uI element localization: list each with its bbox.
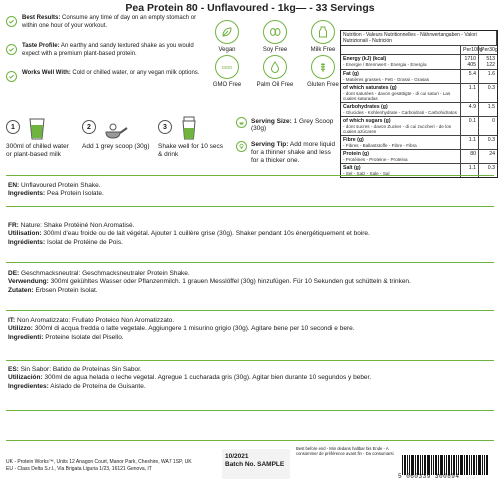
nutrition-col-headers: Per100g Per30g <box>341 46 497 55</box>
barcode <box>402 453 494 475</box>
scoop-small-icon <box>236 117 247 128</box>
step-3: 3 <box>158 120 172 134</box>
check-icon <box>6 71 17 82</box>
milk-icon <box>311 20 335 44</box>
barcode-bar <box>427 455 430 475</box>
svg-text:GMO: GMO <box>221 65 233 70</box>
barcode-bar <box>422 455 423 475</box>
barcode-bar <box>431 455 432 475</box>
barcode-bar <box>417 455 419 475</box>
divider <box>6 175 494 176</box>
nutrition-row: of which sugars (g) - dont sucres - davon Zucker - di cui zuccheri - de los cuales azúcares 0.1 0 <box>343 118 495 134</box>
barcode-bar <box>415 455 416 475</box>
serving-size: Serving Size: 1 Grey Scoop (30g) <box>251 118 334 132</box>
nutrition-row: of which saturates (g) - dont saturées - davon gesättigte - di cui saturi - Las cuales saturadas 1.1 0.3 <box>343 85 495 101</box>
barcode-bar <box>484 455 485 475</box>
divider <box>6 206 494 207</box>
barcode-bar <box>456 455 457 475</box>
barcode-bar <box>433 455 434 475</box>
nutrition-row: Protein (g) - Protéines - Proteine - Proteina 80 24 <box>343 151 495 162</box>
nutrition-row: Salt (g) - Sel - Salz - Sale - Sal 1.1 0.3 <box>343 165 495 176</box>
date-batch-box: 10/2021 Batch No. SAMPLE <box>222 449 290 479</box>
barcode-bar <box>440 455 443 475</box>
barcode-bar <box>407 455 408 475</box>
footer-address: UK - Protein Works™, Units 12 Anagon Court, Manor Park, Cheshire, WA7 1SP, UK EU - Class Delta S.r.l., Via Brigata Liguria 1/23, 16121 Genova, IT <box>6 459 192 472</box>
check-icon <box>6 44 17 55</box>
barcode-bar <box>458 455 459 475</box>
barcode-bar <box>469 455 470 475</box>
barcode-bar <box>420 455 421 475</box>
barcode-bar <box>453 455 455 475</box>
divider <box>6 310 494 311</box>
nutrition-row: Fat (g) - Matières grasses - Fett - Grassi - Grasas 5.4 1.6 <box>343 71 495 82</box>
serving-tip: Serving Tip: Add more liquid for a thinner shake and less for a thicker one. <box>251 141 336 164</box>
soy-icon <box>263 20 287 44</box>
feature-gluten-free: Gluten Free <box>296 55 350 88</box>
barcode-bar <box>444 455 445 475</box>
info-best-results: Best Results: Consume any time of day on an empty stomach or within one hour of your workout. <box>22 15 197 29</box>
step-1: 1 <box>6 120 20 134</box>
barcode-bar <box>464 455 465 475</box>
barcode-bar <box>473 455 475 475</box>
barcode-bar <box>466 455 468 475</box>
barcode-bar <box>409 455 410 475</box>
step-1-text: 300ml of chilled water or plant-based milk <box>6 143 69 158</box>
barcode-bar <box>482 455 483 475</box>
glass-icon <box>28 118 46 145</box>
barcode-bar <box>402 455 403 475</box>
feature-milk-free: Milk Free <box>296 20 350 53</box>
feature-gmo-free: GMO GMO Free <box>200 55 254 88</box>
lang-es: ES: Sin Sabor: Batido de Proteínas Sin Sabor. Utilización: 300ml de agua helada o leche vegetal. Agregue 1 cucharada gris (30g). Agitar bien durante 10 segundos y beber. Ingredientes: Aislado de Proteína de Guisante. <box>8 366 372 390</box>
feature-palm-oil-free: Palm Oil Free <box>248 55 302 88</box>
divider <box>6 262 494 263</box>
barcode-bar <box>460 455 463 475</box>
barcode-number: 5 060339 300894 <box>398 473 460 480</box>
barcode-bar <box>478 455 481 475</box>
barcode-bar <box>404 455 406 475</box>
step-2: 2 <box>82 120 96 134</box>
check-icon <box>6 16 17 27</box>
drop-icon <box>263 55 287 79</box>
info-taste-profile: Taste Profile: An earthy and sandy textured shake as you would expect with a premium plant-based protein. <box>22 43 194 57</box>
scoop-icon <box>104 118 128 145</box>
feature-vegan: Vegan <box>200 20 254 53</box>
info-works-well: Works Well With: Cold or chilled water, or any vegan milk options. <box>22 70 200 76</box>
lang-de: DE: Geschmacksneutral: Geschmacksneutraler Protein Shake. Verwendung: 300ml gekühltes Wasser oder Pflanzenmilch. 1 grauen Messlöffel (30g) hinzufügen. Für 10 Sekunden gut schütteln & trinken. Zutaten: Erbsen Protein Isolat. <box>8 270 411 294</box>
barcode-bar <box>471 455 472 475</box>
gmo-icon <box>215 55 239 79</box>
barcode-bar <box>476 455 477 475</box>
lightbulb-icon <box>236 141 247 152</box>
leaf-icon <box>215 20 239 44</box>
step-3-text: Shake well for 10 secs & drink <box>158 143 224 158</box>
wheat-icon <box>311 55 335 79</box>
nutrition-table <box>340 30 498 178</box>
step-2-text: Add 1 grey scoop (30g) <box>82 143 150 150</box>
shaker-icon <box>180 116 198 145</box>
divider <box>6 440 494 441</box>
divider <box>6 410 494 411</box>
lang-it: IT: Non Aromatizzato: Frullato Proteico Non Aromatizzato. Utilizzo: 300ml di acqua fredda o latte vegetale. Aggiungere 1 misurino grigio (30g). Agitare bene per 10 secondi e bere. Ingredienti: Proteine Isolate del Pisello. <box>8 317 355 341</box>
nutrition-header-row: Nutrition - Valeurs Nutritionnelles - Nährwertangaben - Valori Nutrizionali - Nutrición <box>341 31 497 46</box>
barcode-bar <box>448 455 450 475</box>
barcode-bar <box>451 455 452 475</box>
product-title: Pea Protein 80 - Unflavoured - 1kg— - 33 Servings <box>125 2 375 14</box>
barcode-bar <box>435 455 437 475</box>
barcode-bar <box>446 455 447 475</box>
lang-fr: FR: Nature: Shake Protéiné Non Aromatisé. Utilisation: 300ml d'eau froide ou de lait végétal. Ajouter 1 cuillère grise (30g). Shaker pendant 10s énergétiquement et boire. Ingrédients: Isolat de Protéine de Pois. <box>8 222 370 246</box>
barcode-bar <box>438 455 439 475</box>
barcode-bar <box>486 455 488 475</box>
nutrition-row: Energy (kJ) (kcal) - Energie / Brennwert - Energia - Energía 1710 405 513 122 <box>343 56 495 68</box>
best-before: Best before end - Min dedans haltbar bis Ende - A consommer de préférence avant fin - Da consumarsi <box>296 446 394 456</box>
divider <box>6 360 494 361</box>
nutrition-row: Fibre (g) - Fibres - Ballaststoffe - Fibre - Fibra 1.1 0.3 <box>343 137 495 148</box>
nutrition-row: Carbohydrates (g) - Glucides - Kohlenhydrate - Carboidrati - Carbohidratos 4.9 1.5 <box>343 104 495 115</box>
barcode-bar <box>411 455 414 475</box>
lang-en: EN: Unflavoured Protein Shake. Ingredients: Pea Protein Isolate. <box>8 182 104 198</box>
feature-soy-free: Soy Free <box>248 20 302 53</box>
barcode-bar <box>424 455 426 475</box>
